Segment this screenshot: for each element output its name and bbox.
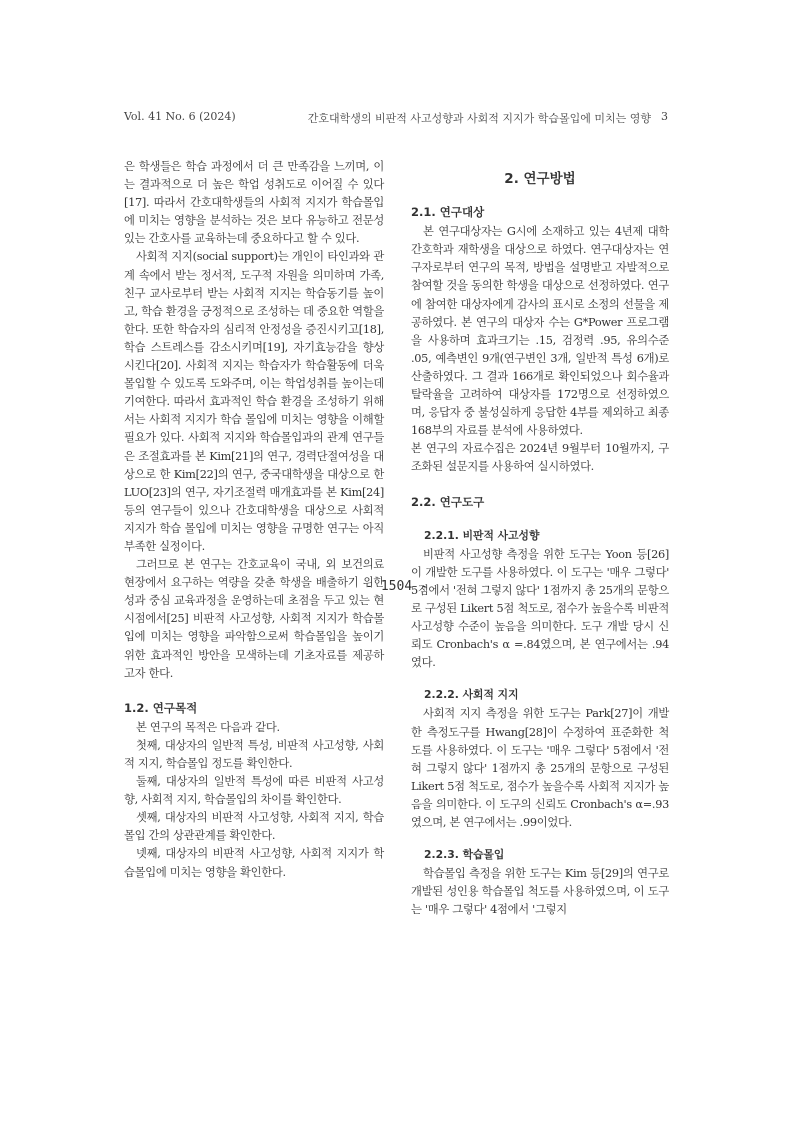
subsection-heading-social-support: 2.2.2. 사회적 지지 bbox=[424, 688, 519, 702]
paragraph: 학습몰입 측정을 위한 도구는 Kim 등[29]의 연구로 개발된 성인용 학습몰입 척도를 사용하였으며, 이 도구는 '매우 그렇다' 4점에서 '그렇지 bbox=[411, 867, 669, 917]
subsection-heading-learning-engagement: 2.2.3. 학습몰입 bbox=[424, 848, 505, 862]
section-heading-methods: 2. 연구방법 bbox=[504, 171, 576, 187]
journal-volume: Vol. 41 No. 6 (2024) bbox=[124, 110, 236, 123]
left-column bbox=[124, 158, 384, 882]
list-item: 셋째, 대상자의 비판적 사고성향, 사회적 지지, 학습몰입 간의 상관관계를 확인한다. bbox=[124, 811, 384, 843]
paragraph: 비판적 사고성향 측정을 위한 도구는 Yoon 등[26]이 개발한 도구를 사용하였다. 이 도구는 '매우 그렇다' 5점에서 '전혀 그렇지 않다' 1점까지 총 25개의 문항으로 구성된 Likert 5점 척도로, 점수가 높을수록 비판적 사고성향 수준이 높음을 의미한다. 도구 개발 당시 신뢰도 Cronbach's α =.84였으며, 본 연구에서는 .94였다. bbox=[411, 547, 669, 670]
section-heading-tools: 2.2. 연구도구 bbox=[411, 494, 485, 509]
paragraph: 사회적 지지(social support)는 개인이 타인과와 관계 속에서 받는 정서적, 도구적 자원을 의미하며 가족, 친구 교사로부터 받는 사회적 지지는 학습동기를 높이고, 학습 환경을 긍정적으로 조성하는 데 중요한 역할을 한다. 또한 학습자의 심리적 안정성을 증진시키고[18], 학습 스트레스를 감소시키며[19], 자기효능감을 향상시킨다[20]. 사회적 지지는 학습자가 학습활동에 더욱 몰입할 수 있도록 도와주며, 이는 학업성취를 높이는데 기여한다. 따라서 효과적인 학습 환경을 조성하기 위해서는 사회적 지지가 학습 몰입에 미치는 영향을 이해할 필요가 있다. 사회적 지지와 학습몰입과의 관계 연구들은 조절효과를 본 Kim[21]의 연구, 경력단절여성을 대상으로 한 Kim[22]의 연구, 중국대학생을 대상으로 한 LUO[23]의 연구, 자기조절력 매개효과를 본 Kim[24] 등의 연구들이 있으나 간호대학생을 대상으로 사회적 지지가 학습 몰입에 미치는 영향을 규명한 연구는 아직 부족한 실정이다. bbox=[124, 250, 384, 553]
paragraph: 사회적 지지 측정을 위한 도구는 Park[27]이 개발한 측정도구를 Hwang[28]이 수정하여 표준화한 척도를 사용하였다. 이 도구는 '매우 그렇다' 5점에서 '전혀 그렇지 않다' 1점까지 총 25개의 문항으로 구성된 Likert 5점 척도로, 점수가 높을수록 사회적 지지가 높음을 의미한다. 이 도구의 신뢰도 Cronbach's α=.93였으며, 본 연구에서는 .99이었다. bbox=[411, 707, 669, 829]
paragraph: 그러므로 본 연구는 간호교육이 국내, 외 보건의료 현장에서 요구하는 역량을 갖춘 학생을 배출하기 위한 성과 중심 교육과정을 운영하는데 초점을 두고 있는 현시점에서[25] 비판적 사고성향, 사회적 지지가 학습몰입에 미치는 영향을 파악함으로써 학습몰입을 높이기 위한 효과적인 방안을 모색하는데 기초자료를 제공하고자 한다. bbox=[124, 558, 384, 680]
subsection-heading-critical-thinking: 2.2.1. 비판적 사고성향 bbox=[424, 528, 540, 542]
running-title: 간호대학생의 비판적 사고성향과 사회적 지지가 학습몰입에 미치는 영향 bbox=[307, 112, 651, 125]
section-heading-subjects: 2.1. 연구대상 bbox=[411, 205, 485, 220]
list-item: 첫째, 대상자의 일반적 특성, 비판적 사고성향, 사회적 지지, 학습몰입 정도를 확인한다. bbox=[124, 738, 384, 770]
paragraph: 본 연구대상자는 G시에 소재하고 있는 4년제 대학 간호학과 재학생을 대상으로 하였다. 연구대상자는 연구자로부터 연구의 목적, 방법을 설명받고 자발적으로 참여할 것을 동의한 학생을 대상으로 선정하였다. 연구에 참여한 대상자에게 감사의 표시로 소정의 선물을 제공하였다. 본 연구의 대상자 수는 G*Power 프로그램을 사용하며 효과크기는 .15, 검정력 .95, 유의수준 .05, 예측변인 9개(연구변인 3개, 일반적 특성 6개)로 산출하였다. 그 결과 166개로 확인되었으나 회수율과 탈락율을 고려하여 대상자를 172명으로 선정하였으며, 응답자 중 불성실하게 응답한 4부를 제외하고 최종 168부의 자료를 분석에 사용하였다. bbox=[411, 225, 669, 438]
list-item: 둘째, 대상자의 일반적 특성에 따른 비판적 사고성향, 사회적 지지, 학습몰입의 차이를 확인한다. bbox=[124, 775, 384, 807]
paragraph: 본 연구의 자료수집은 2024년 9월부터 10월까지, 구조화된 설문지를 사용하여 실시하였다. bbox=[411, 442, 669, 474]
list-item: 넷째, 대상자의 비판적 사고성향, 사회적 지지가 학습몰입에 미치는 영향을 확인한다. bbox=[124, 847, 384, 879]
running-header bbox=[124, 110, 668, 126]
paragraph: 은 학생들은 학습 과정에서 더 큰 만족감을 느끼며, 이는 결과적으로 더 높은 학업 성취도로 이어질 수 있다[17]. 따라서 간호대학생들의 사회적 지지가 학습몰입에 미치는 영향을 분석하는 것은 보다 유능하고 전문성 있는 간호사를 교육하는데 중요하다고 할 수 있다. bbox=[124, 160, 384, 246]
right-column bbox=[411, 158, 669, 919]
section-heading-purpose: 1.2. 연구목적 bbox=[124, 700, 198, 715]
paragraph: 본 연구의 목적은 다음과 같다. bbox=[136, 720, 280, 734]
page-number: - 1504 - bbox=[365, 579, 428, 594]
header-page-number: 3 bbox=[661, 110, 668, 123]
